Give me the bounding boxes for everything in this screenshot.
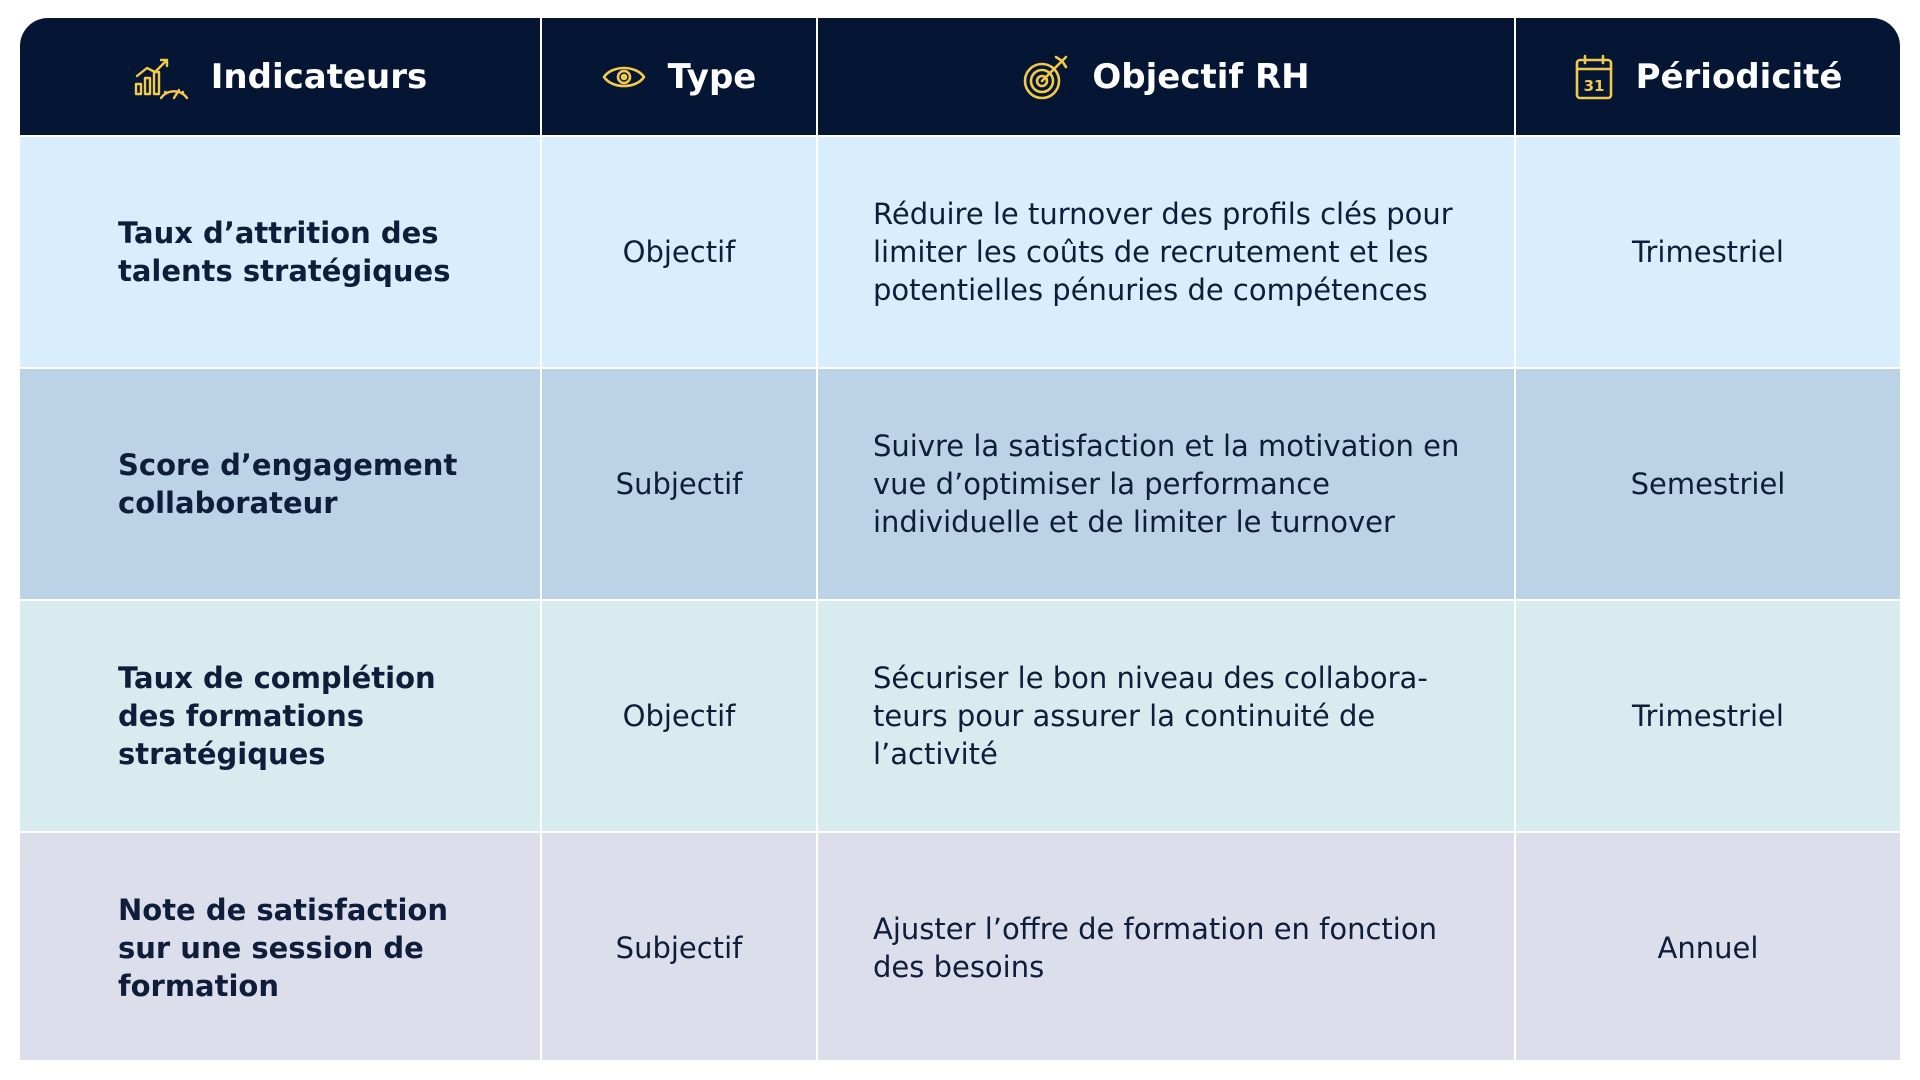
indicators-table [20, 18, 1900, 1060]
header-objectif-label: Objectif RH [1092, 56, 1310, 97]
cell-objectif: Suivre la satisfaction et la motivation en vue d’optimiser la performance individuelle et de limiter le turnover [817, 368, 1515, 600]
cell-indicateur: Score d’engagement collaborateur [20, 368, 541, 600]
header-type [541, 18, 817, 136]
cell-objectif: Sécuriser le bon niveau des collabora-teurs pour assurer la continuité de l’activité [817, 600, 1515, 832]
chart-gauge-icon [133, 54, 189, 100]
cell-periodicite: Trimestriel [1515, 600, 1900, 832]
cell-type: Objectif [541, 136, 817, 368]
cell-periodicite: Annuel [1515, 832, 1900, 1060]
hr-indicators-table [20, 18, 1900, 1060]
cell-type: Objectif [541, 600, 817, 832]
target-icon [1022, 53, 1070, 101]
table-row [20, 600, 1900, 832]
cell-indicateur: Note de satisfaction sur une session de formation [20, 832, 541, 1060]
header-row [20, 18, 1900, 136]
cell-periodicite: Semestriel [1515, 368, 1900, 600]
table-row [20, 136, 1900, 368]
header-periodicite [1515, 18, 1900, 136]
cell-periodicite: Trimestriel [1515, 136, 1900, 368]
table-body [20, 136, 1900, 1060]
calendar-icon [1574, 53, 1614, 101]
calendar-icon-day: 31 [1583, 76, 1604, 95]
cell-type: Subjectif [541, 832, 817, 1060]
header-type-label: Type [667, 56, 757, 97]
cell-objectif: Ajuster l’offre de formation en fonction des besoins [817, 832, 1515, 1060]
cell-objectif: Réduire le turnover des profils clés pour limiter les coûts de recrutement et les potentielles pénuries de compétences [817, 136, 1515, 368]
table-row [20, 832, 1900, 1060]
cell-indicateur: Taux d’attrition des talents stratégiques [20, 136, 541, 368]
cell-indicateur: Taux de complétion des formations stratégiques [20, 600, 541, 832]
header-indicateurs-label: Indicateurs [210, 56, 428, 97]
header-indicateurs [20, 18, 541, 136]
table-header [20, 18, 1900, 136]
table-row [20, 368, 1900, 600]
header-objectif [817, 18, 1515, 136]
cell-type: Subjectif [541, 368, 817, 600]
eye-icon [602, 62, 646, 92]
header-periodicite-label: Périodicité [1635, 56, 1843, 97]
